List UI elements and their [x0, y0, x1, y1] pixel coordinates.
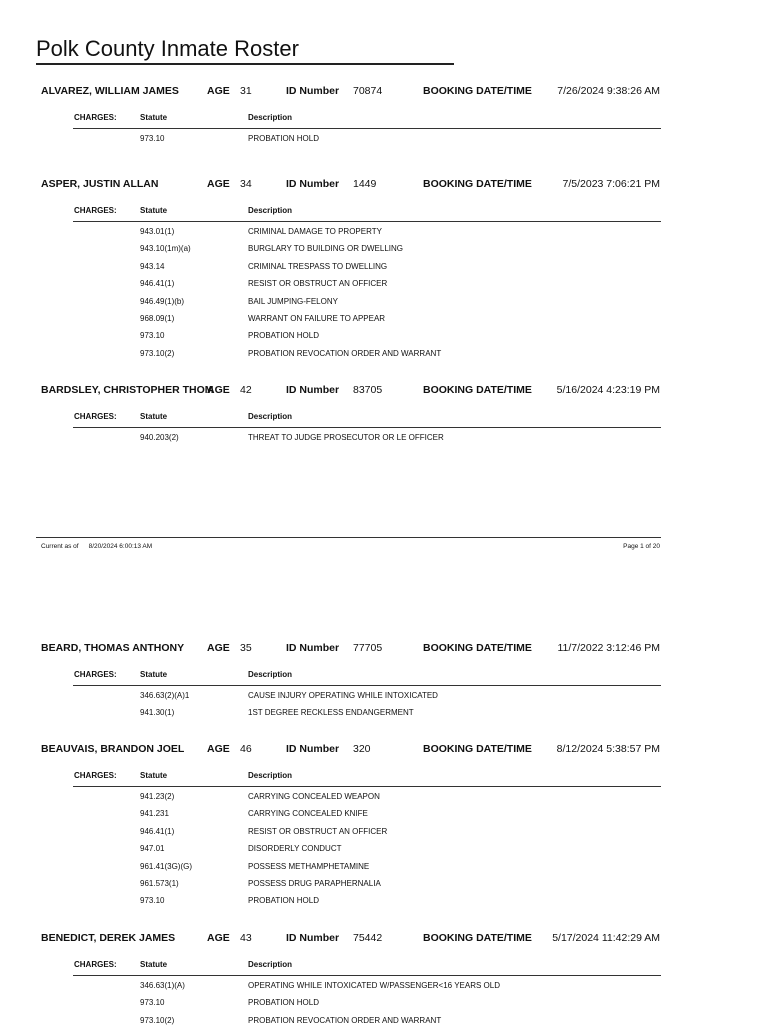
inmate-header: [0, 178, 768, 196]
id-number-label: ID Number: [286, 932, 340, 944]
inmate-header: [0, 743, 768, 761]
inmate-header: [0, 384, 768, 402]
age-value: 43: [240, 932, 252, 944]
id-number-value: 75442: [353, 932, 383, 944]
description-column-header: Description: [248, 412, 293, 421]
charge-description: POSSESS DRUG PARAPHERNALIA: [248, 878, 381, 888]
charge-statute: 943.14: [140, 261, 165, 271]
inmate-name: ASPER, JUSTIN ALLAN: [41, 178, 159, 190]
age-label: AGE: [207, 384, 230, 396]
booking-value: 11/7/2022 3:12:46 PM: [557, 642, 660, 654]
statute-column-header: Statute: [140, 113, 168, 122]
charge-statute: 947.01: [140, 844, 165, 854]
booking-value: 5/16/2024 4:23:19 PM: [556, 384, 660, 396]
booking-value: 7/5/2023 7:06:21 PM: [562, 178, 660, 190]
charge-description: WARRANT ON FAILURE TO APPEAR: [248, 313, 386, 323]
inmate-name: BARDSLEY, CHRISTOPHER THOM: [41, 384, 214, 396]
charge-description: PROBATION REVOCATION ORDER AND WARRANT: [248, 348, 442, 358]
charge-statute: 941.30(1): [140, 708, 175, 718]
id-number-label: ID Number: [286, 85, 340, 97]
charge-description: PROBATION HOLD: [248, 998, 319, 1008]
charge-statute: 941.231: [140, 809, 169, 819]
charges-header: [0, 412, 768, 426]
page-number: Page 1 of 20: [623, 543, 660, 550]
age-label: AGE: [207, 743, 230, 755]
charge-statute: 946.41(1): [140, 279, 175, 289]
statute-column-header: Statute: [140, 960, 168, 969]
charge-row: [0, 328, 768, 345]
inmate-record: [0, 384, 768, 447]
charge-statute: 346.63(2)(A)1: [140, 691, 190, 700]
charges-list: [0, 789, 768, 911]
inmate-record: [0, 743, 768, 911]
footer-divider: [36, 537, 661, 538]
charges-label: CHARGES:: [74, 771, 117, 780]
id-number-label: ID Number: [286, 384, 340, 396]
charge-row: [0, 705, 768, 722]
description-column-header: Description: [248, 670, 293, 679]
booking-label: BOOKING DATE/TIME: [423, 642, 532, 654]
charges-header-divider: [73, 685, 661, 686]
charges-header: [0, 113, 768, 127]
charges-list: [0, 224, 768, 363]
charge-row: [0, 241, 768, 258]
charges-header: [0, 206, 768, 220]
charges-label: CHARGES:: [74, 113, 117, 122]
charge-row: [0, 876, 768, 893]
charges-label: CHARGES:: [74, 960, 117, 969]
description-column-header: Description: [248, 113, 293, 122]
charge-row: [0, 859, 768, 876]
inmate-name: BEAUVAIS, BRANDON JOEL: [41, 743, 185, 755]
charge-statute: 961.573(1): [140, 878, 179, 888]
id-number-value: 77705: [353, 642, 383, 654]
statute-column-header: Statute: [140, 412, 168, 421]
charge-description: RESIST OR OBSTRUCT AN OFFICER: [248, 826, 388, 836]
charge-row: [0, 995, 768, 1012]
booking-label: BOOKING DATE/TIME: [423, 932, 532, 944]
charges-list: [0, 430, 768, 447]
charge-statute: 946.49(1)(b): [140, 296, 185, 306]
charge-description: POSSESS METHAMPHETAMINE: [248, 861, 370, 871]
charges-header: [0, 771, 768, 785]
charges-header-divider: [73, 427, 661, 428]
inmate-name: ALVAREZ, WILLIAM JAMES: [41, 85, 179, 97]
charge-description: THREAT TO JUDGE PROSECUTOR OR LE OFFICER: [248, 433, 444, 442]
statute-column-header: Statute: [140, 670, 168, 679]
charge-statute: 973.10: [140, 896, 165, 906]
id-number-label: ID Number: [286, 743, 340, 755]
charge-statute: 943.01(1): [140, 227, 175, 236]
age-label: AGE: [207, 85, 230, 97]
id-number-value: 70874: [353, 85, 383, 97]
booking-label: BOOKING DATE/TIME: [423, 743, 532, 755]
charges-header: [0, 960, 768, 974]
charge-row: [0, 311, 768, 328]
charges-list: [0, 978, 768, 1030]
charge-row: [0, 893, 768, 910]
age-label: AGE: [207, 932, 230, 944]
charge-description: CARRYING CONCEALED WEAPON: [248, 792, 380, 801]
charge-description: PROBATION HOLD: [248, 331, 319, 341]
charge-description: CRIMINAL TRESPASS TO DWELLING: [248, 261, 388, 271]
charges-label: CHARGES:: [74, 670, 117, 679]
charges-list: [0, 131, 768, 148]
current-as-of: [41, 543, 152, 550]
charge-description: PROBATION HOLD: [248, 896, 319, 906]
charge-statute: 346.63(1)(A): [140, 981, 185, 990]
booking-label: BOOKING DATE/TIME: [423, 384, 532, 396]
charge-description: DISORDERLY CONDUCT: [248, 844, 342, 854]
charge-statute: 946.41(1): [140, 826, 175, 836]
charge-description: 1ST DEGREE RECKLESS ENDANGERMENT: [248, 708, 414, 718]
inmate-name: BENEDICT, DEREK JAMES: [41, 932, 176, 944]
charge-statute: 943.10(1m)(a): [140, 244, 191, 254]
charge-statute: 973.10(2): [140, 1015, 175, 1025]
charge-row: [0, 294, 768, 311]
charge-row: [0, 824, 768, 841]
age-value: 35: [240, 642, 252, 654]
statute-column-header: Statute: [140, 771, 168, 780]
description-column-header: Description: [248, 960, 293, 969]
charge-statute: 973.10: [140, 331, 165, 341]
id-number-value: 83705: [353, 384, 383, 396]
page-title: Polk County Inmate Roster: [36, 36, 299, 61]
charge-row: [0, 430, 768, 447]
charge-statute: 973.10(2): [140, 348, 175, 358]
charge-description: CRIMINAL DAMAGE TO PROPERTY: [248, 227, 382, 236]
age-value: 42: [240, 384, 252, 396]
charge-description: PROBATION REVOCATION ORDER AND WARRANT: [248, 1015, 442, 1025]
charges-header: [0, 670, 768, 684]
charges-list: [0, 688, 768, 723]
charge-statute: 968.09(1): [140, 313, 175, 323]
description-column-header: Description: [248, 206, 293, 215]
charge-description: BURGLARY TO BUILDING OR DWELLING: [248, 244, 404, 254]
charge-description: BAIL JUMPING-FELONY: [248, 296, 338, 306]
current-as-of-label: Current as of: [41, 543, 79, 550]
charge-row: [0, 841, 768, 858]
booking-value: 7/26/2024 9:38:26 AM: [557, 85, 660, 97]
charge-statute: 973.10: [140, 998, 165, 1008]
charge-row: [0, 978, 768, 995]
inmate-name: BEARD, THOMAS ANTHONY: [41, 642, 185, 654]
charge-description: PROBATION HOLD: [248, 134, 319, 143]
charges-header-divider: [73, 975, 661, 976]
booking-label: BOOKING DATE/TIME: [423, 85, 532, 97]
inmate-record: [0, 932, 768, 1030]
inmate-record: [0, 85, 768, 148]
charge-description: OPERATING WHILE INTOXICATED W/PASSENGER<16 YEARS OLD: [248, 981, 500, 990]
id-number-label: ID Number: [286, 178, 340, 190]
inmate-header: [0, 932, 768, 950]
charge-row: [0, 224, 768, 241]
inmate-record: [0, 178, 768, 363]
id-number-value: 320: [353, 743, 371, 755]
charge-row: [0, 131, 768, 148]
description-column-header: Description: [248, 771, 293, 780]
inmate-header: [0, 85, 768, 103]
current-as-of-value: 8/20/2024 6:00:13 AM: [88, 543, 153, 550]
charges-label: CHARGES:: [74, 206, 117, 215]
charge-description: CARRYING CONCEALED KNIFE: [248, 809, 368, 819]
booking-value: 5/17/2024 11:42:29 AM: [552, 932, 660, 944]
charge-statute: 961.41(3G)(G): [140, 861, 193, 871]
age-value: 34: [240, 178, 252, 190]
id-number-value: 1449: [353, 178, 377, 190]
charge-row: [0, 276, 768, 293]
charge-row: [0, 688, 768, 705]
charge-description: CAUSE INJURY OPERATING WHILE INTOXICATED: [248, 691, 438, 700]
age-label: AGE: [207, 642, 230, 654]
charge-row: [0, 1013, 768, 1030]
charge-description: RESIST OR OBSTRUCT AN OFFICER: [248, 279, 388, 289]
age-value: 46: [240, 743, 252, 755]
title-underline: [36, 63, 454, 65]
age-label: AGE: [207, 178, 230, 190]
charge-row: [0, 259, 768, 276]
inmate-record: [0, 642, 768, 723]
charges-header-divider: [73, 786, 661, 787]
booking-value: 8/12/2024 5:38:57 PM: [556, 743, 660, 755]
id-number-label: ID Number: [286, 642, 340, 654]
charge-statute: 973.10: [140, 134, 165, 143]
statute-column-header: Statute: [140, 206, 168, 215]
charges-header-divider: [73, 128, 661, 129]
charges-header-divider: [73, 221, 661, 222]
charge-statute: 941.23(2): [140, 792, 175, 801]
charge-row: [0, 789, 768, 806]
booking-label: BOOKING DATE/TIME: [423, 178, 532, 190]
age-value: 31: [240, 85, 252, 97]
charge-row: [0, 806, 768, 823]
charge-statute: 940.203(2): [140, 433, 179, 442]
charges-label: CHARGES:: [74, 412, 117, 421]
inmate-header: [0, 642, 768, 660]
charge-row: [0, 346, 768, 363]
